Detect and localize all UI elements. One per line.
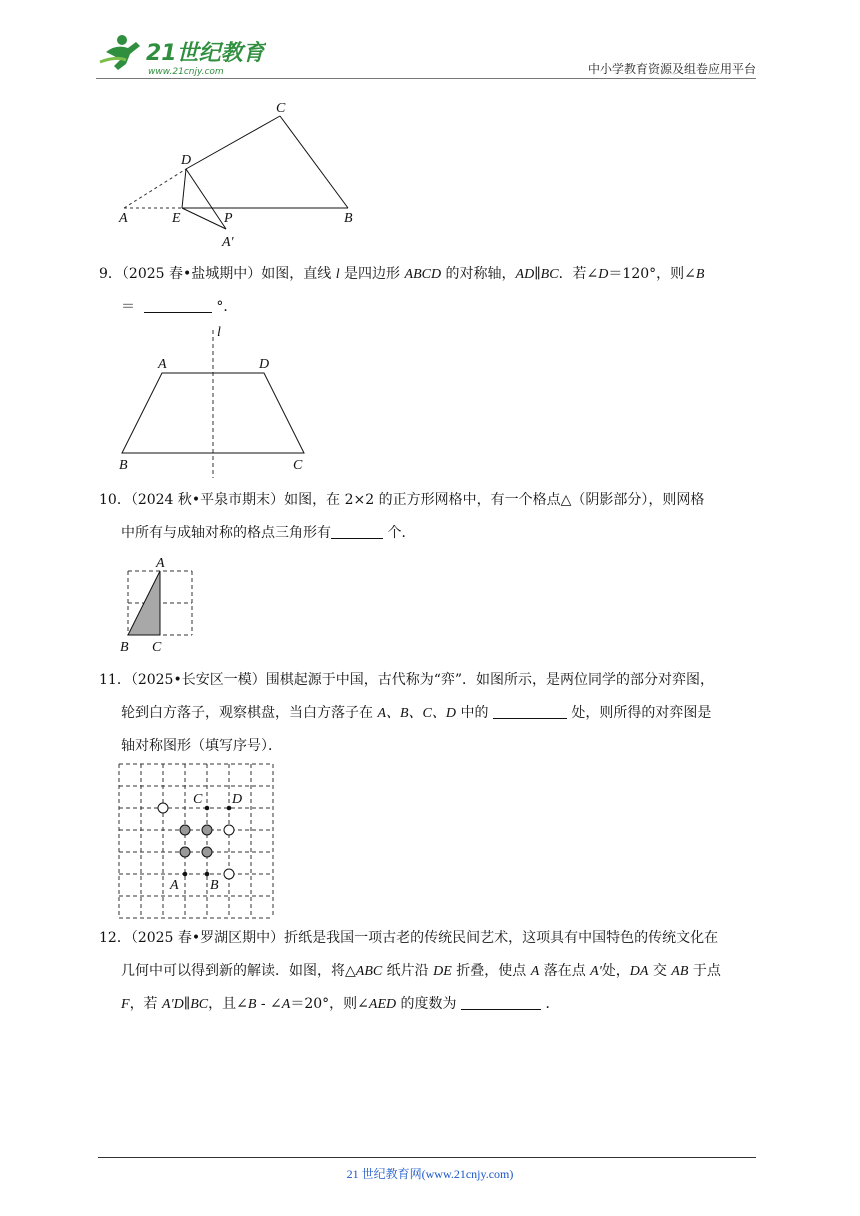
- q9-line-l: l: [335, 267, 340, 282]
- trapezoid-abcd: [122, 373, 304, 453]
- q12-angle-aed: AED: [368, 997, 397, 1012]
- gray-stone: [180, 825, 190, 835]
- label-p: P: [224, 211, 233, 226]
- q12-abc: ABC: [355, 964, 383, 979]
- point-c[interactable]: [205, 806, 210, 811]
- q11-number: 11．: [99, 672, 131, 688]
- q11-text: 围棋起源于中国，古代称为“弈”．如图所示，是两位同学的部分对弈图，: [265, 672, 715, 688]
- q9-angle-d: D: [598, 267, 609, 282]
- q12-text: ＝20°，则∠: [290, 996, 369, 1012]
- gray-stone: [202, 847, 212, 857]
- label-a: A: [170, 878, 179, 893]
- gray-stone: [202, 825, 212, 835]
- white-stone: [224, 869, 234, 879]
- segment-dc: [186, 116, 280, 169]
- q12-angle-b: B: [247, 997, 257, 1012]
- dashed-ad: [124, 169, 186, 208]
- point-b[interactable]: [205, 872, 210, 877]
- q12-text: 纸片沿: [382, 963, 434, 979]
- white-stone: [224, 825, 234, 835]
- figure-trapezoid: [110, 318, 320, 478]
- footer-divider: [98, 1157, 756, 1158]
- question-9: [99, 258, 767, 324]
- label-c: C: [293, 458, 303, 473]
- q11-answer-blank[interactable]: [493, 702, 567, 719]
- label-a: A: [119, 211, 128, 226]
- q12-answer-blank[interactable]: [461, 993, 541, 1010]
- q10-text: 个．: [383, 525, 416, 541]
- segment-cb: [280, 116, 348, 208]
- q12-f: F: [121, 997, 130, 1012]
- label-c: C: [152, 640, 162, 655]
- q11-text: 轴对称图形（填写序号）．: [121, 738, 282, 754]
- q12-a: A: [530, 964, 540, 979]
- header-divider: [96, 78, 756, 79]
- q10-source: （2024 秋•平泉市期末）: [130, 492, 285, 508]
- q9-abcd: ABCD: [404, 267, 442, 282]
- logo-runner-icon: [96, 30, 266, 78]
- q9-text: ＝: [121, 299, 135, 315]
- q9-text: 是四边形: [339, 266, 405, 282]
- q12-text: ，且∠: [208, 996, 248, 1012]
- q9-parallel: AD∥BC: [515, 267, 559, 282]
- label-c: C: [276, 101, 286, 116]
- question-12: [99, 922, 767, 1021]
- q10-text: 如图，在 2×2 的正方形网格中，有一个格点△（阴影部分），则网格: [284, 492, 705, 508]
- q9-source: （2025 春•盐城期中）: [121, 266, 262, 282]
- q11-text: 轮到白方落子，观察棋盘，当白方落子在: [121, 705, 378, 721]
- q12-text: 处，: [601, 963, 630, 979]
- figure-grid-2x2: [114, 555, 204, 655]
- q10-answer-blank[interactable]: [331, 522, 383, 539]
- figure-go-board: [112, 758, 282, 923]
- shaded-triangle: [128, 571, 160, 635]
- q12-text: ，若: [129, 996, 163, 1012]
- q11-points: A、B、C、D: [377, 706, 457, 721]
- logo-url: www.21cnjy.com: [148, 67, 224, 77]
- q12-text: 落在点: [539, 963, 591, 979]
- q11-source: （2025•长安区一模）: [130, 672, 266, 688]
- q12-angle-a: A: [281, 997, 291, 1012]
- q10-text: 中所有与成轴对称的格点三角形有: [121, 525, 331, 541]
- q9-text: 如图，直线: [261, 266, 336, 282]
- label-b: B: [210, 878, 219, 893]
- point-a[interactable]: [183, 872, 188, 877]
- q12-text: 交: [648, 963, 672, 979]
- q11-text: 中的: [456, 705, 493, 721]
- label-a: A: [158, 357, 167, 372]
- figure-folded-triangle: [110, 96, 370, 256]
- q12-text: 几何中可以得到新的解读．如图，将△: [121, 963, 356, 979]
- q12-text: 的度数为: [396, 996, 462, 1012]
- q12-parallel: A′D∥BC: [162, 997, 209, 1012]
- q9-text: 的对称轴，: [441, 266, 516, 282]
- q9-number: 9．: [99, 266, 122, 282]
- label-e: E: [172, 211, 181, 226]
- board-grid: [119, 764, 273, 918]
- footer-text: 21 世纪教育网(www.21cnjy.com): [346, 1167, 514, 1181]
- label-a: A: [156, 556, 165, 571]
- label-b: B: [120, 640, 129, 655]
- segment-ed: [182, 169, 186, 208]
- label-d: D: [181, 153, 192, 168]
- q12-text: ．: [541, 996, 560, 1012]
- label-a-prime: A′: [222, 235, 234, 250]
- q12-text: 于点: [688, 963, 721, 979]
- logo-text: 21世纪教育: [146, 41, 265, 66]
- q10-number: 10．: [99, 492, 131, 508]
- q9-angle-b: B: [695, 267, 705, 282]
- label-d: D: [232, 792, 243, 807]
- label-b: B: [344, 211, 353, 226]
- label-c: C: [193, 792, 203, 807]
- q12-da: DA: [629, 964, 649, 979]
- white-stone: [158, 803, 168, 813]
- gray-stone: [180, 847, 190, 857]
- q12-source: （2025 春•罗湖区期中）: [130, 930, 285, 946]
- q11-text: 处，则所得的对弈图是: [566, 705, 712, 721]
- q12-text: 折纸是我国一项古老的传统民间艺术，这项具有中国特色的传统文化在: [284, 930, 719, 946]
- label-d: D: [259, 357, 270, 372]
- q9-text: °．: [216, 299, 238, 315]
- q12-a-prime: A': [590, 964, 602, 979]
- q9-text: ．若∠: [558, 266, 599, 282]
- question-11: [99, 664, 767, 763]
- q12-text: - ∠: [256, 996, 282, 1012]
- question-10: [99, 484, 767, 550]
- point-d[interactable]: [227, 806, 232, 811]
- q9-text: ＝120°，则∠: [608, 266, 696, 282]
- q9-answer-blank[interactable]: [144, 296, 212, 313]
- platform-label: 中小学教育资源及组卷应用平台: [587, 62, 756, 76]
- site-logo: [96, 30, 266, 78]
- label-l: l: [217, 325, 221, 340]
- q12-text: 折叠，使点: [451, 963, 531, 979]
- label-b: B: [119, 458, 128, 473]
- q12-number: 12．: [99, 930, 131, 946]
- q12-de: DE: [433, 964, 452, 979]
- white-stones: [158, 803, 234, 879]
- q12-ab: AB: [671, 964, 689, 979]
